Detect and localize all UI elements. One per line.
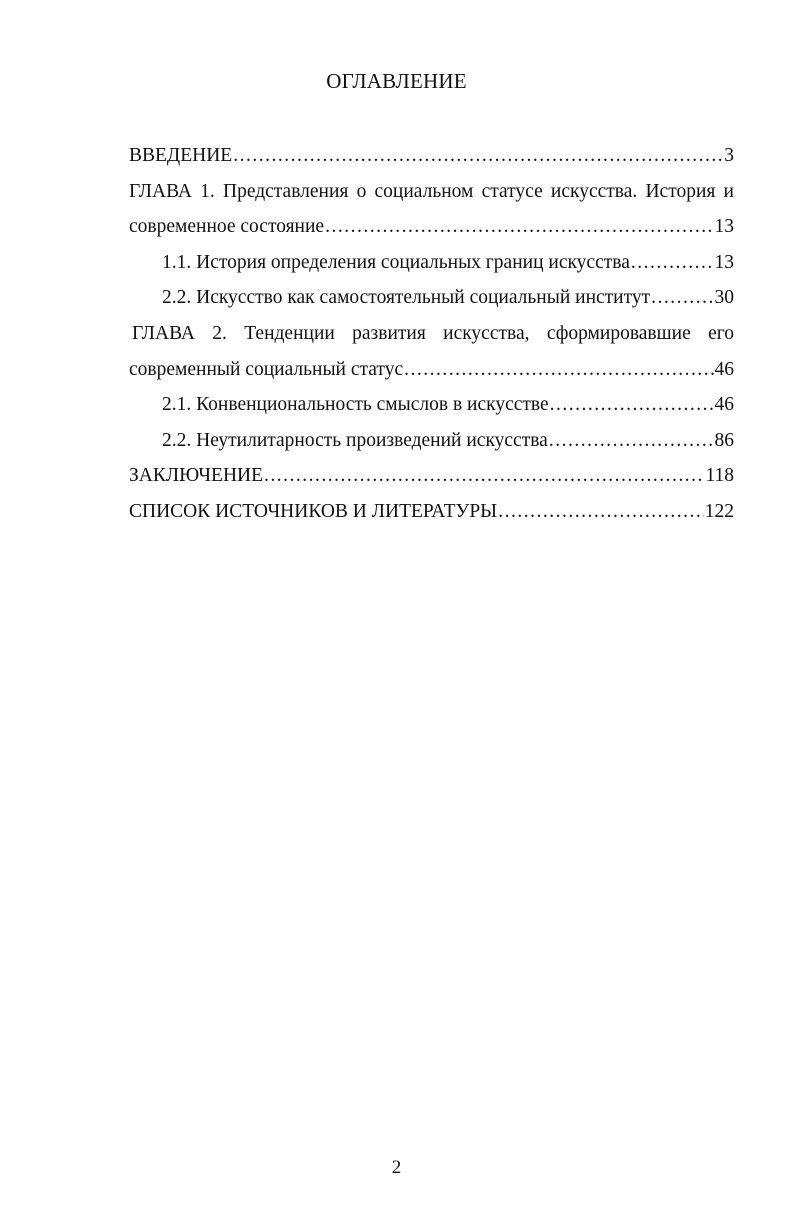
toc-page-number: 86 bbox=[714, 429, 734, 451]
toc-label: современный социальный статус bbox=[129, 358, 404, 380]
toc-page-number: 118 bbox=[705, 465, 734, 487]
dot-leader bbox=[325, 209, 713, 245]
toc-entry-chapter1[interactable] bbox=[129, 209, 734, 245]
toc-label: современное состояние bbox=[129, 216, 325, 238]
toc-page-number: 3 bbox=[724, 145, 734, 166]
toc-page-number: 46 bbox=[714, 394, 734, 416]
toc-page-number: 30 bbox=[714, 287, 734, 309]
dot-leader bbox=[404, 352, 713, 388]
dot-leader bbox=[631, 245, 714, 281]
dot-leader bbox=[549, 423, 714, 459]
toc-page-number: 13 bbox=[714, 251, 734, 273]
toc-label: ВВЕДЕНИЕ bbox=[129, 145, 233, 166]
page-number: 2 bbox=[391, 1157, 402, 1178]
toc-entry-section-1-1[interactable] bbox=[129, 245, 734, 281]
dot-leader bbox=[651, 280, 713, 316]
toc-label: ГЛАВА 1. Представления о социальном статусе искусства. История и bbox=[129, 180, 734, 202]
toc-label: СПИСОК ИСТОЧНИКОВ И ЛИТЕРАТУРЫ bbox=[129, 500, 498, 522]
toc-label: 2.2. Искусство как самостоятельный социальный институт bbox=[162, 287, 651, 309]
dot-leader bbox=[498, 494, 704, 530]
toc-entry-section-2-1[interactable] bbox=[129, 387, 734, 423]
toc-entry-intro[interactable] bbox=[129, 138, 734, 174]
toc-entry-section-2-2[interactable] bbox=[129, 423, 734, 459]
toc-entry-conclusion[interactable] bbox=[129, 458, 734, 494]
toc-label: 2.1. Конвенциональность смыслов в искусстве bbox=[162, 394, 549, 416]
dot-leader bbox=[233, 138, 723, 174]
toc-entry-chapter2[interactable] bbox=[129, 352, 734, 388]
page-title: ОГЛАВЛЕНИЕ bbox=[326, 69, 467, 93]
toc-entry-chapter1-heading[interactable] bbox=[129, 174, 734, 210]
toc-label: 2.2. Неутилитарность произведений искусства bbox=[162, 429, 548, 451]
toc-label: ЗАКЛЮЧЕНИЕ bbox=[129, 465, 264, 487]
toc-entry-references[interactable] bbox=[129, 494, 734, 530]
toc-entry-chapter2-heading[interactable] bbox=[129, 316, 734, 352]
toc-label: 1.1. История определения социальных границ искусства bbox=[162, 251, 630, 273]
toc-page-number: 13 bbox=[714, 216, 734, 238]
toc-page-number: 46 bbox=[714, 358, 734, 380]
table-of-contents bbox=[129, 138, 734, 530]
toc-entry-section-1-2[interactable] bbox=[129, 280, 734, 316]
toc-page-number: 122 bbox=[704, 500, 734, 522]
dot-leader bbox=[550, 387, 714, 423]
toc-label: ГЛАВА 2. Тенденции развития искусства, сформировавшие его bbox=[132, 322, 734, 344]
dot-leader bbox=[264, 458, 704, 494]
